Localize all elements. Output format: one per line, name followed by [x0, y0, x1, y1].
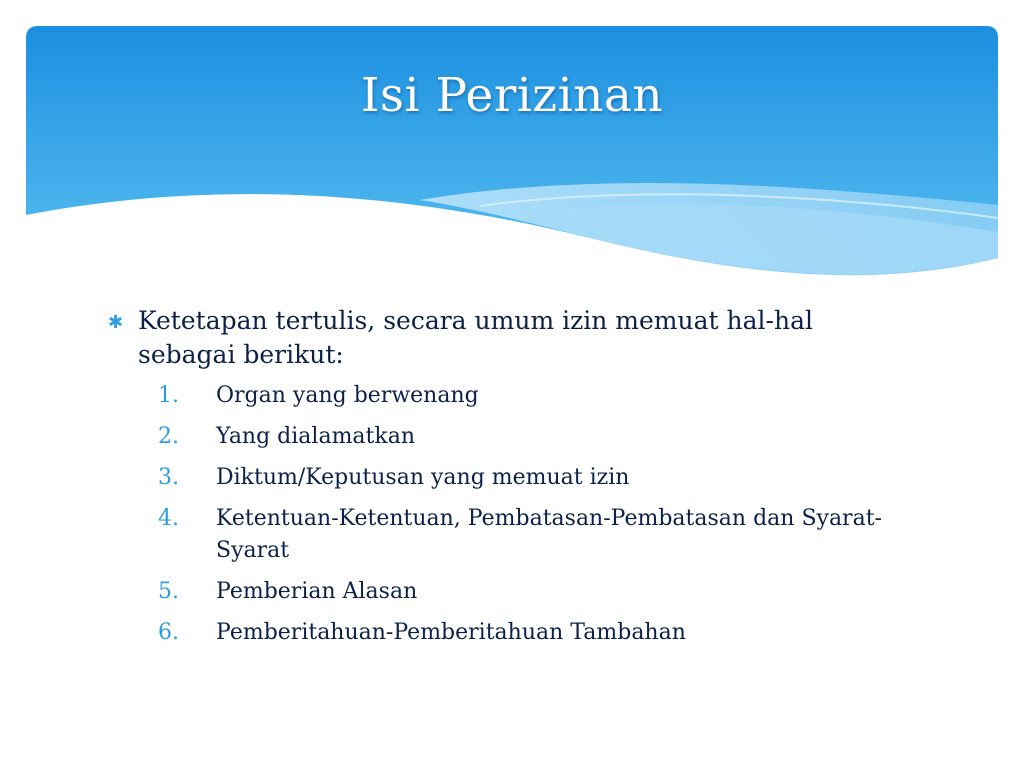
slide-content	[108, 304, 888, 658]
list-item	[158, 576, 888, 608]
numbered-list	[108, 380, 888, 649]
list-item	[158, 503, 888, 567]
item-number: 5.	[158, 579, 179, 604]
item-text: Ketentuan-Ketentuan, Pembatasan-Pembatasan dan Syarat-Syarat	[216, 506, 882, 563]
item-number: 2.	[158, 424, 179, 449]
list-item	[158, 380, 888, 412]
list-item	[158, 617, 888, 649]
item-text: Yang dialamatkan	[216, 424, 415, 449]
item-text: Pemberitahuan-Pemberitahuan Tambahan	[216, 620, 686, 645]
bullet-text: Ketetapan tertulis, secara umum izin memuat hal-hal sebagai berikut:	[138, 306, 813, 369]
item-number: 1.	[158, 383, 179, 408]
item-number: 4.	[158, 506, 179, 531]
header-wave-background	[0, 0, 1024, 300]
slide-title: Isi Perizinan	[360, 68, 664, 123]
list-item	[158, 462, 888, 494]
list-item	[158, 421, 888, 453]
item-text: Pemberian Alasan	[216, 579, 418, 604]
item-number: 3.	[158, 465, 179, 490]
item-number: 6.	[158, 620, 179, 645]
asterisk-bullet-icon: ✱	[108, 312, 124, 333]
item-text: Diktum/Keputusan yang memuat izin	[216, 465, 630, 490]
main-bullet	[108, 304, 888, 372]
item-text: Organ yang berwenang	[216, 383, 479, 408]
